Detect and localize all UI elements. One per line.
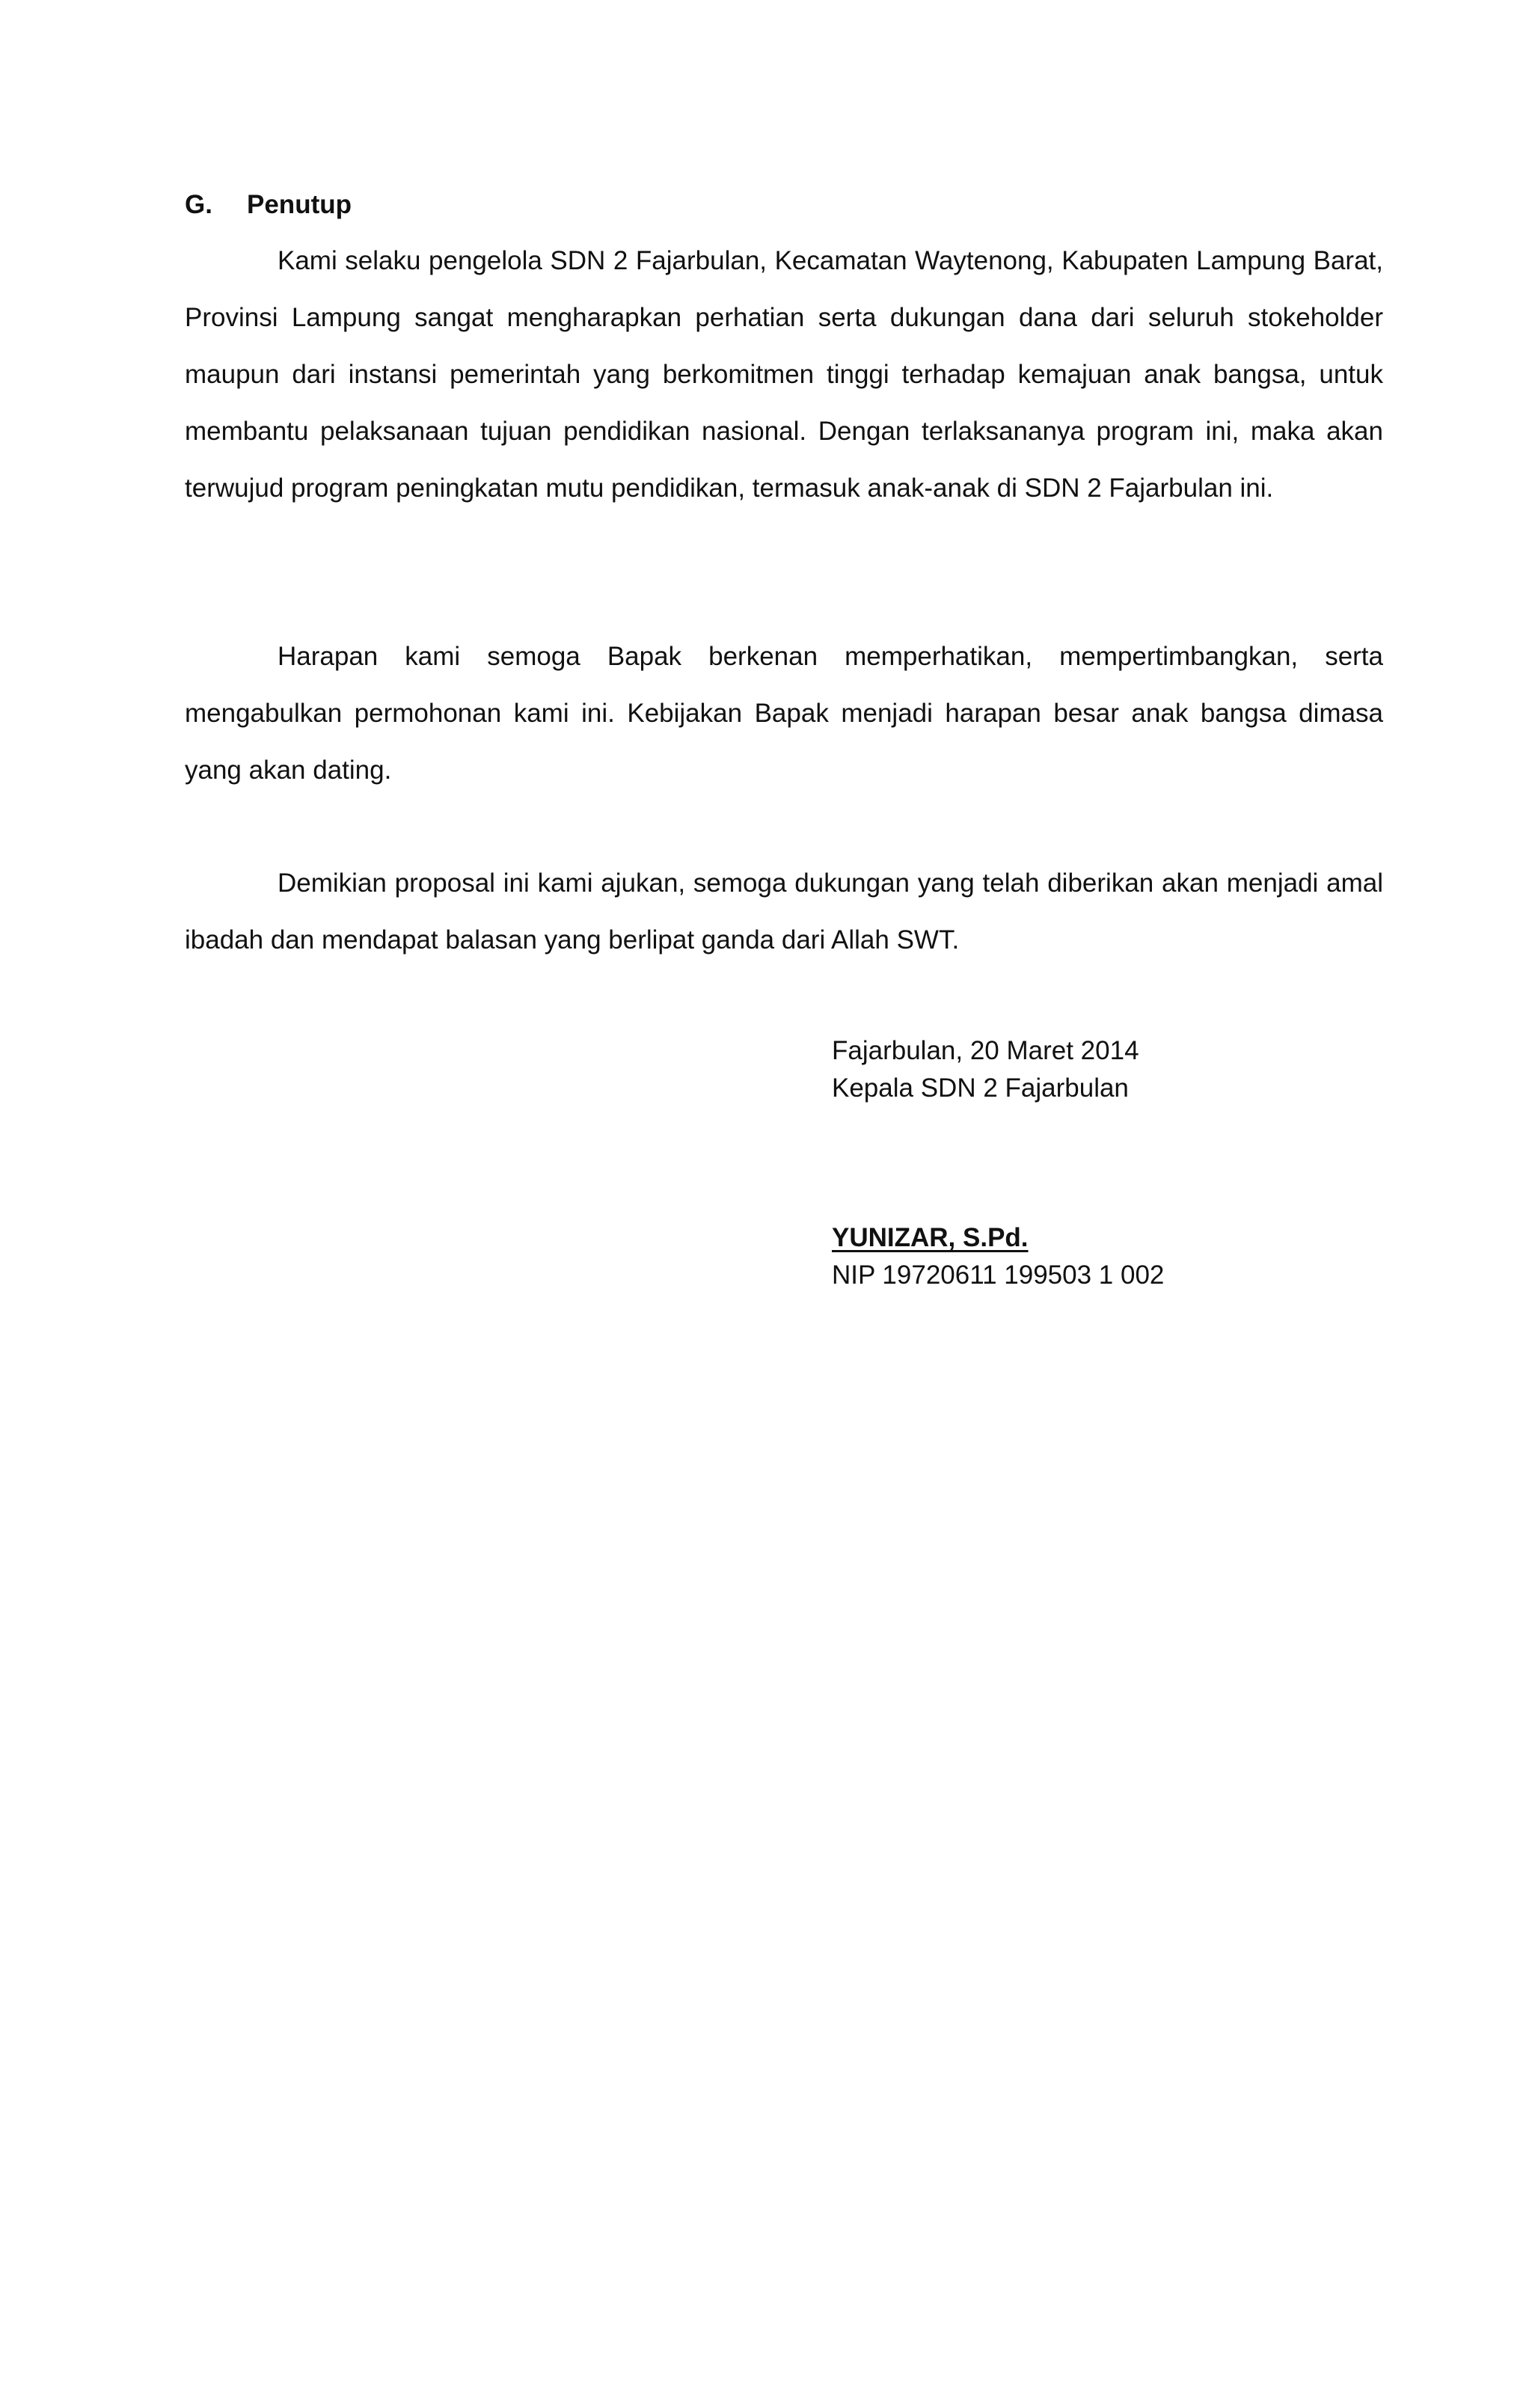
paragraph-text: Harapan kami semoga Bapak berkenan memperhatikan, mempertimbangkan, serta mengabulkan permohonan kami ini. Kebijakan Bapak menjadi harapan besar anak bangsa dimasa yang akan dating. [185, 642, 1383, 785]
paragraph-closing [185, 233, 1383, 517]
signer-name: YUNIZAR, S.Pd. [832, 1223, 1029, 1252]
section-heading [185, 184, 352, 226]
signer-nip: NIP 19720611 199503 1 002 [832, 1260, 1165, 1290]
signature-header [832, 1032, 1139, 1107]
paragraph-text: Demikian proposal ini kami ajukan, semoga dukungan yang telah diberikan akan menjadi amal ibadah dan mendapat balasan yang berlipat ganda dari Allah SWT. [185, 868, 1383, 955]
signer-position: Kepala SDN 2 Fajarbulan [832, 1073, 1129, 1103]
paragraph-hope [185, 628, 1383, 799]
signature-block [832, 1219, 1164, 1294]
paragraph-text: Kami selaku pengelola SDN 2 Fajarbulan, Kecamatan Waytenong, Kabupaten Lampung Barat, Provinsi Lampung sangat mengharapkan perhatian serta dukungan dana dari seluruh stokeholder maupun dari instansi pemerintah yang berkomitmen tinggi terhadap kemajuan anak bangsa, untuk membantu pelaksanaan tujuan pendidikan nasional. Dengan terlaksananya program ini, maka akan terwujud program peningkatan mutu pendidikan, termasuk anak-anak di SDN 2 Fajarbulan ini. [185, 246, 1383, 503]
section-title: Penutup [247, 190, 352, 219]
paragraph-conclusion [185, 855, 1383, 969]
place-date: Fajarbulan, 20 Maret 2014 [832, 1036, 1139, 1065]
section-letter: G. [185, 190, 212, 219]
